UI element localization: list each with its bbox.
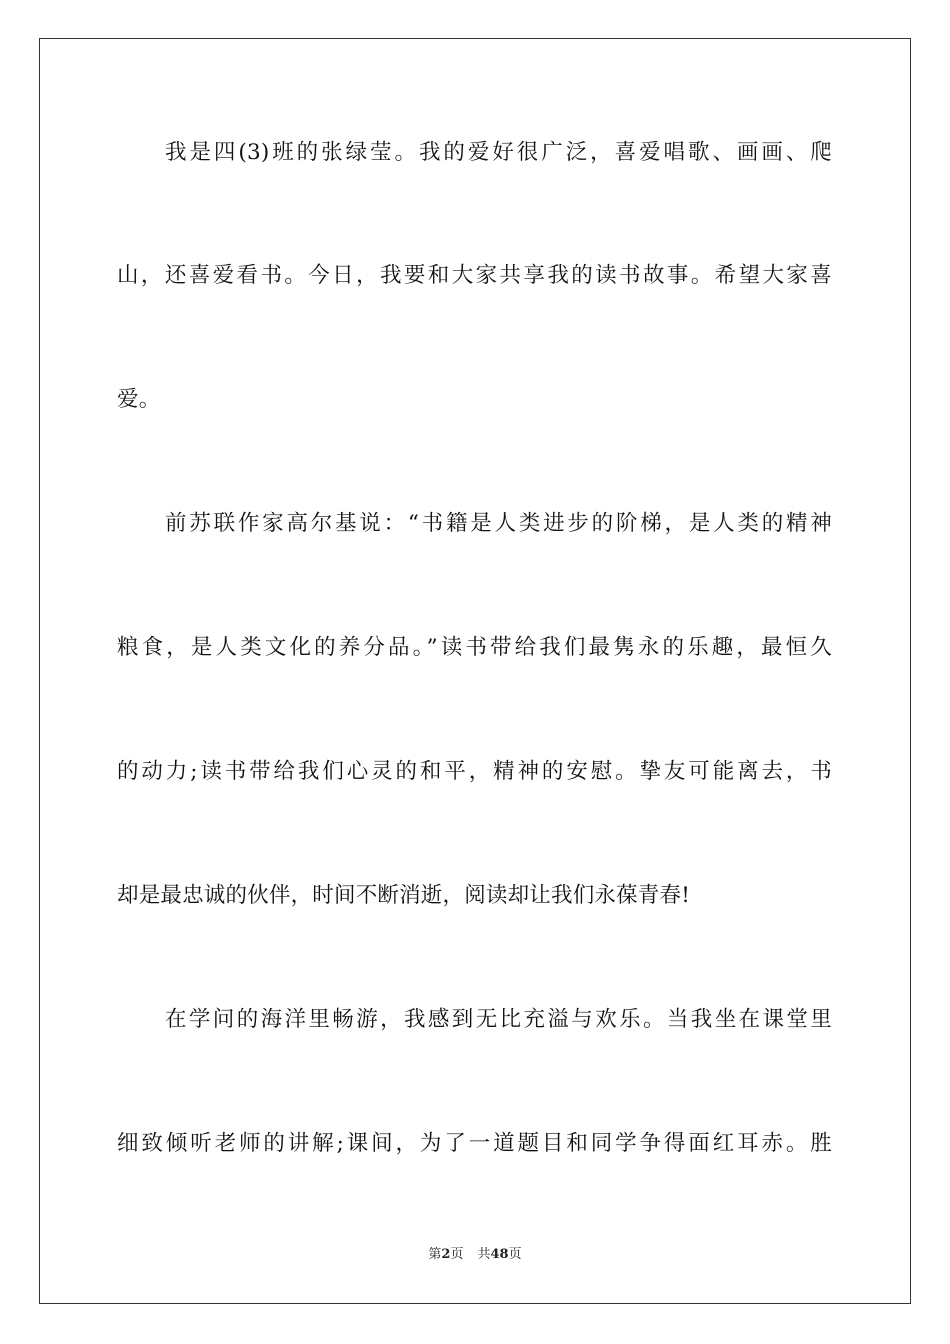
paragraph-1-line-2: 山，还喜爱看书。今日，我要和大家共享我的读书故事。希望大家喜: [117, 263, 832, 288]
paragraph-1-line-1: 我是四(3)班的张绿莹。我的爱好很广泛，喜爱唱歌、画画、爬: [165, 140, 832, 165]
paragraph-2-line-3: 的动力;读书带给我们心灵的和平，精神的安慰。挚友可能离去，书: [117, 759, 832, 784]
paragraph-2-line-1: 前苏联作家高尔基说：“书籍是人类进步的阶梯，是人类的精神: [165, 511, 832, 536]
paragraph-3-line-2: 细致倾听老师的讲解;课间，为了一道题目和同学争得面红耳赤。胜: [117, 1131, 832, 1156]
footer-total-pages: 48: [490, 1247, 509, 1262]
footer-total-suffix: 页: [508, 1247, 522, 1262]
footer-page-prefix: 第: [428, 1247, 442, 1262]
page-frame: [39, 38, 911, 1304]
footer-page-suffix: 页: [450, 1247, 464, 1262]
paragraph-2-line-4: 却是最忠诚的伙伴，时间不断消逝，阅读却让我们永葆青春!: [117, 883, 691, 908]
paragraph-1-line-3: 爱。: [117, 387, 161, 412]
paragraph-3-line-1: 在学问的海洋里畅游，我感到无比充溢与欢乐。当我坐在课堂里: [165, 1007, 832, 1032]
footer-page-number: 2: [441, 1247, 451, 1262]
paragraph-2-line-2: 粮食，是人类文化的养分品。”读书带给我们最隽永的乐趣，最恒久: [117, 635, 832, 660]
page-footer: [0, 1246, 950, 1264]
footer-total-prefix: 共: [477, 1247, 491, 1262]
